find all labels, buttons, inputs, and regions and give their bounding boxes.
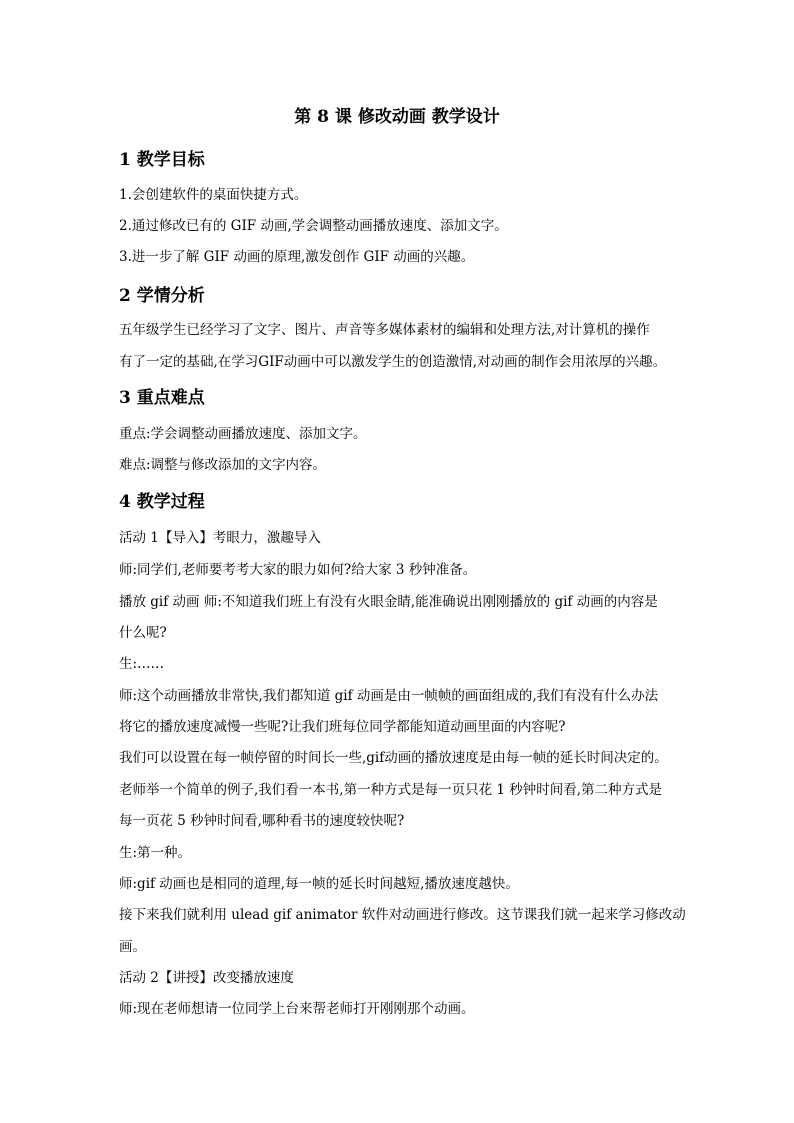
section-heading-objectives: 1 教学目标	[119, 150, 205, 170]
process-line: 生:第一种。	[119, 845, 192, 861]
objectives-line: 2.通过修改已有的 GIF 动画,学会调整动画播放速度、添加文字。	[119, 218, 508, 234]
process-line: 什么呢?	[119, 625, 167, 641]
section-heading-key-points: 3 重点难点	[119, 388, 205, 408]
process-line: 生:……	[119, 656, 165, 672]
process-line: 将它的播放速度减慢一些呢?让我们班每位同学都能知道动画里面的内容呢?	[119, 719, 566, 735]
process-line: 师:现在老师想请一位同学上台来帮老师打开刚刚那个动画。	[119, 1001, 475, 1017]
process-line: 活动 1【导入】考眼力，激趣导入	[119, 530, 321, 546]
process-line: 画。	[119, 939, 146, 955]
analysis-line: 有了一定的基础,在学习GIF动画中可以激发学生的创造激情,对动画的制作会用浓厚的兴趣。	[119, 354, 667, 370]
process-line: 我们可以设置在每一帧停留的时间长一些,gif动画的播放速度是由每一帧的延长时间决定的。	[119, 750, 668, 766]
objectives-line: 3.进一步了解 GIF 动画的原理,激发创作 GIF 动画的兴趣。	[119, 249, 475, 265]
section-heading-process: 4 教学过程	[119, 492, 205, 512]
process-line: 师:gif 动画也是相同的道理,每一帧的延长时间越短,播放速度越快。	[119, 876, 519, 892]
section-heading-analysis: 2 学情分析	[119, 286, 205, 306]
process-line: 播放 gif 动画 师:不知道我们班上有没有火眼金睛,能准确说出刚刚播放的 gif 动画的内容是	[119, 594, 658, 610]
process-line: 活动 2【讲授】改变播放速度	[119, 970, 294, 986]
process-line: 每一页花 5 秒钟时间看,哪种看书的速度较快呢?	[119, 813, 405, 829]
document-title: 第 8 课 修改动画 教学设计	[294, 107, 500, 127]
process-line: 师:这个动画播放非常快,我们都知道 gif 动画是由一帧帧的画面组成的,我们有没有什么办法	[119, 688, 659, 704]
analysis-line: 五年级学生已经学习了文字、图片、声音等多媒体素材的编辑和处理方法,对计算机的操作	[119, 322, 650, 338]
objectives-line: 1.会创建软件的桌面快捷方式。	[119, 187, 308, 203]
process-line: 师:同学们,老师要考考大家的眼力如何?给大家 3 秒钟准备。	[119, 562, 477, 578]
process-line: 接下来我们就利用 ulead gif animator 软件对动画进行修改。这节课我们就一起来学习修改动	[119, 907, 686, 923]
key-points-line: 难点:调整与修改添加的文字内容。	[119, 457, 327, 473]
process-line: 老师举一个简单的例子,我们看一本书,第一种方式是每一页只花 1 秒钟时间看,第二种方式是	[119, 782, 663, 798]
key-points-line: 重点:学会调整动画播放速度、添加文字。	[119, 426, 367, 442]
